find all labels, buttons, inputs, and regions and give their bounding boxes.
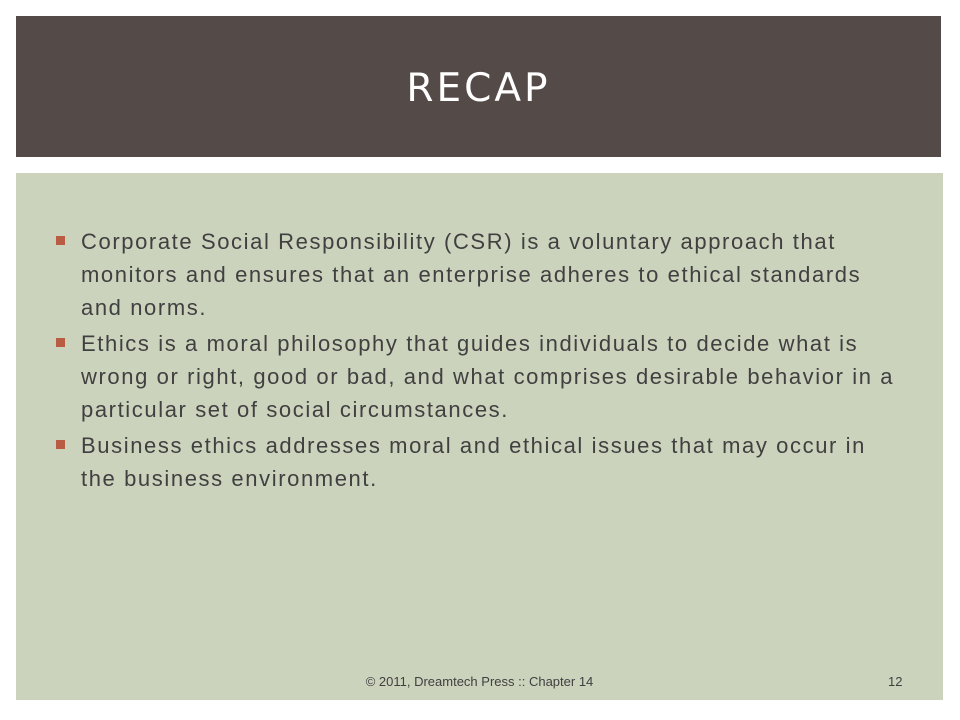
content-panel — [16, 173, 943, 700]
title-bar — [16, 16, 941, 157]
page-number: 12 — [888, 674, 903, 689]
square-bullet-icon — [56, 236, 65, 245]
slide-title: RECAP — [406, 66, 551, 111]
bullet-item — [56, 225, 906, 324]
bullet-item — [56, 429, 906, 495]
bullet-text: Ethics is a moral philosophy that guides individuals to decide what is wrong or right, good or bad, and what comprises desirable behavior in a particular set of social circumstances. — [81, 331, 895, 422]
slide-footer: © 2011, Dreamtech Press :: Chapter 14 — [365, 674, 594, 689]
square-bullet-icon — [56, 440, 65, 449]
square-bullet-icon — [56, 338, 65, 347]
bullet-item — [56, 327, 906, 426]
bullet-text: Business ethics addresses moral and ethical issues that may occur in the business environment. — [81, 433, 867, 491]
bullet-list — [56, 225, 906, 498]
bullet-text: Corporate Social Responsibility (CSR) is a voluntary approach that monitors and ensures that an enterprise adheres to ethical standards and norms. — [81, 229, 862, 320]
